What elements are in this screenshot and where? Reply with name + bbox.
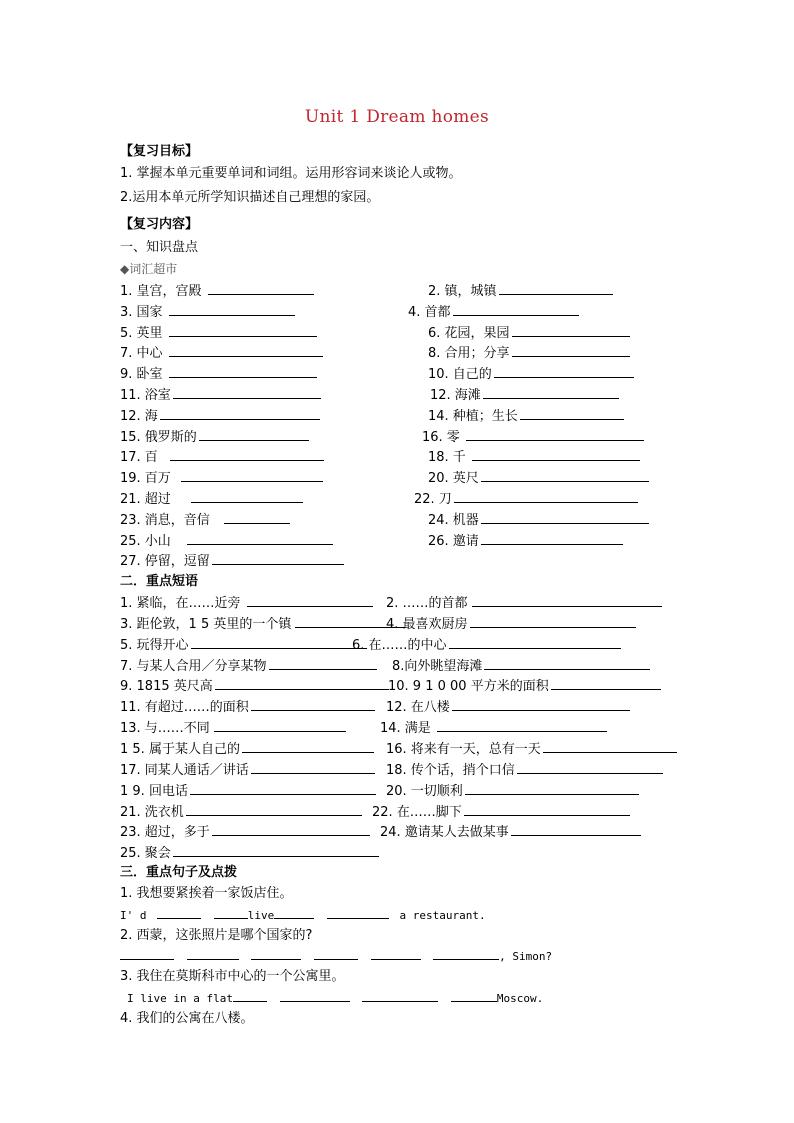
- answer-blank[interactable]: [191, 488, 303, 503]
- answer-blank[interactable]: [327, 904, 389, 919]
- answer-blank[interactable]: [251, 759, 375, 774]
- item-label: 12. 海: [120, 408, 158, 424]
- answer-blank[interactable]: [484, 655, 650, 670]
- answer-blank[interactable]: [465, 780, 639, 795]
- item-label: 15. 俄罗斯的: [120, 429, 197, 445]
- answer-blank[interactable]: [464, 801, 630, 816]
- item-label: 21. 洗衣机: [120, 804, 184, 820]
- item-label: 11. 浴室: [120, 388, 171, 403]
- item-label: 8.向外眺望海滩: [392, 658, 483, 674]
- vocab-item: [428, 363, 634, 385]
- vocab-item: [430, 384, 619, 406]
- goals-heading: 【复习目标】: [120, 144, 199, 159]
- item-label: 25. 聚会: [120, 846, 171, 862]
- answer-blank[interactable]: [481, 467, 649, 482]
- answer-blank[interactable]: [186, 801, 362, 816]
- item-label: 16. 将来有一天，总有一天: [386, 741, 541, 757]
- goal-item: 2.运用本单元所学知识描述自己理想的家园。: [120, 190, 380, 205]
- vocab-item: [408, 301, 579, 323]
- answer-blank[interactable]: [215, 675, 389, 690]
- sentence-text: live: [247, 909, 275, 922]
- answer-blank[interactable]: [173, 384, 321, 399]
- vocab-item: [120, 530, 333, 552]
- phrase-item: [120, 655, 377, 677]
- phrase-item: [386, 780, 639, 802]
- answer-blank[interactable]: [224, 509, 290, 524]
- item-label: 6. 在……的中心: [352, 637, 447, 653]
- item-label: 1 5. 属于某人自己的: [120, 741, 240, 757]
- item-label: 20. 一切顺利: [386, 783, 463, 799]
- answer-blank[interactable]: [247, 592, 373, 607]
- item-label: 5. 玩得开心: [120, 637, 189, 653]
- phrase-item: [120, 842, 379, 864]
- vocab-item: [428, 509, 649, 531]
- item-label: 17. 同某人通话／讲话: [120, 762, 249, 778]
- phrase-item: [392, 655, 650, 677]
- answer-blank[interactable]: [190, 780, 376, 795]
- answer-blank[interactable]: [466, 426, 644, 441]
- vocab-item: [120, 550, 344, 572]
- sentence-cn: 4. 我们的公寓在八楼。: [120, 1011, 254, 1026]
- answer-blank[interactable]: [169, 342, 323, 357]
- item-label: 10. 自己的: [428, 367, 492, 383]
- item-label: 27. 停留，逗留: [120, 554, 210, 570]
- item-label: 8. 合用；分享: [428, 346, 510, 362]
- vocab-item: [428, 342, 630, 364]
- phrase-item: [120, 801, 362, 823]
- answer-blank[interactable]: [173, 842, 379, 857]
- answer-blank[interactable]: [481, 509, 649, 524]
- answer-blank[interactable]: [169, 363, 317, 378]
- answer-blank[interactable]: [251, 945, 301, 960]
- phrase-item: [386, 613, 636, 635]
- answer-blank[interactable]: [170, 446, 324, 461]
- phrase-item: [352, 634, 621, 656]
- phrase-item: [120, 675, 389, 697]
- answer-blank[interactable]: [511, 821, 641, 836]
- vocab-item: [120, 301, 295, 323]
- vocab-item: [120, 488, 303, 510]
- vocab-item: [120, 467, 323, 489]
- item-label: 24. 机器: [428, 512, 479, 528]
- sentence-en: [120, 945, 552, 966]
- goal-item: 1. 掌握本单元重要单词和词组。运用形容词来谈论人或物。: [120, 166, 462, 181]
- answer-blank[interactable]: [452, 696, 630, 711]
- answer-blank[interactable]: [454, 488, 638, 503]
- vocab-item: [428, 405, 624, 427]
- answer-blank[interactable]: [433, 945, 499, 960]
- vocab-item: [120, 405, 320, 427]
- answer-blank[interactable]: [543, 738, 677, 753]
- vocab-item: [120, 363, 317, 385]
- item-label: 14. 满是: [380, 721, 431, 737]
- item-label: 18. 千: [428, 450, 466, 466]
- phrase-item: [120, 738, 374, 760]
- item-label: 3. 国家: [120, 304, 163, 320]
- phrase-item: [386, 592, 662, 614]
- sentence-text: , Simon?: [499, 950, 553, 963]
- answer-blank[interactable]: [242, 738, 374, 753]
- phrase-item: [388, 675, 661, 697]
- answer-blank[interactable]: [233, 987, 267, 1002]
- sentence-text: Moscow.: [496, 992, 544, 1005]
- answer-blank[interactable]: [362, 987, 438, 1002]
- answer-blank[interactable]: [181, 467, 323, 482]
- item-label: 2. 镇，城镇: [428, 284, 497, 299]
- item-label: 1. 紧临，在……近旁: [120, 596, 241, 611]
- phrase-item: [120, 592, 373, 614]
- sentence-text: I live in a flat: [127, 992, 233, 1005]
- item-label: 9. 卧室: [120, 367, 163, 383]
- phrase-item: [386, 696, 630, 718]
- vocab-item: [428, 467, 649, 489]
- answer-blank[interactable]: [269, 655, 377, 670]
- page-title: Unit 1 Dream homes: [304, 107, 490, 127]
- vocab-item: [120, 446, 324, 468]
- item-label: 22. 在……脚下: [372, 804, 462, 820]
- answer-blank[interactable]: [199, 426, 309, 441]
- vocab-item: [120, 426, 309, 448]
- answer-blank[interactable]: [481, 530, 623, 545]
- item-label: 9. 1815 英尺高: [120, 679, 213, 695]
- answer-blank[interactable]: [187, 945, 239, 960]
- vocab-item: [120, 322, 317, 344]
- sentence-cn: 3. 我住在莫斯科市中心的一个公寓里。: [120, 969, 345, 984]
- item-label: 20. 英尺: [428, 471, 479, 487]
- item-label: 11. 有超过……的面积: [120, 700, 249, 716]
- item-label: 16. 零: [422, 429, 460, 445]
- answer-blank[interactable]: [449, 634, 621, 649]
- item-label: 18. 传个话，捎个口信: [386, 762, 515, 778]
- sentence-cn: 1. 我想要紧挨着一家饭店住。: [120, 886, 293, 901]
- answer-blank[interactable]: [191, 634, 367, 649]
- item-label: 2. ……的首都: [386, 596, 468, 611]
- phrase-item: [120, 780, 376, 802]
- answer-blank[interactable]: [214, 717, 346, 732]
- vocab-item: [414, 488, 638, 510]
- item-label: 23. 超过，多于: [120, 825, 210, 841]
- answer-blank[interactable]: [251, 696, 375, 711]
- answer-blank[interactable]: [212, 550, 344, 565]
- item-label: 6. 花园，果园: [428, 325, 510, 341]
- item-label: 3. 距伦敦，1 5 英里的一个镇: [120, 616, 292, 632]
- answer-blank[interactable]: [499, 280, 613, 295]
- answer-blank[interactable]: [472, 592, 662, 607]
- phrase-item: [372, 801, 630, 823]
- item-label: 23. 消息，音信: [120, 512, 210, 528]
- item-label: 19. 百万: [120, 471, 171, 487]
- vocab-item: [428, 322, 630, 344]
- sentence-en: [127, 987, 543, 1008]
- answer-blank[interactable]: [160, 405, 320, 420]
- answer-blank[interactable]: [214, 904, 248, 919]
- phrase-item: [120, 634, 367, 656]
- item-label: 13. 与……不同: [120, 721, 210, 737]
- item-label: 24. 邀请某人去做某事: [380, 825, 509, 841]
- phrase-item: [120, 759, 375, 781]
- item-label: 12. 海滩: [430, 388, 481, 403]
- answer-blank[interactable]: [212, 821, 370, 836]
- phrase-item: [120, 613, 405, 635]
- vocab-item: [428, 530, 623, 552]
- answer-blank[interactable]: [453, 301, 579, 316]
- vocab-item: [120, 342, 323, 364]
- phrase-item: [120, 717, 346, 739]
- phrase-item: [386, 738, 677, 760]
- answer-blank[interactable]: [520, 405, 624, 420]
- answer-blank[interactable]: [472, 446, 640, 461]
- item-label: 12. 在八楼: [386, 700, 450, 716]
- answer-blank[interactable]: [314, 945, 358, 960]
- item-label: 4. 最喜欢厨房: [386, 616, 468, 632]
- item-label: 14. 种植；生长: [428, 408, 518, 424]
- answer-blank[interactable]: [280, 987, 350, 1002]
- item-label: 17. 百: [120, 450, 158, 466]
- answer-blank[interactable]: [187, 530, 333, 545]
- phrase-item: [380, 821, 641, 843]
- answer-blank[interactable]: [169, 322, 317, 337]
- answer-blank[interactable]: [437, 717, 607, 732]
- vocab-item: [120, 280, 314, 302]
- vocab-item: [120, 384, 321, 406]
- item-label: 7. 中心: [120, 346, 163, 362]
- item-label: 22. 刀: [414, 492, 452, 507]
- section-heading: 三．重点句子及点拨: [120, 865, 238, 880]
- vocab-item: [120, 509, 290, 531]
- item-label: 1. 皇宫，宫殿: [120, 284, 202, 299]
- sentence-text: a restaurant.: [399, 909, 486, 922]
- item-label: 26. 邀请: [428, 533, 479, 549]
- sentence-text: I' d: [120, 909, 147, 922]
- item-label: 4. 首都: [408, 304, 451, 320]
- answer-blank[interactable]: [451, 987, 497, 1002]
- vocab-item: [428, 446, 640, 468]
- vocab-heading: ◆词汇超市: [120, 262, 178, 276]
- section-heading: 二．重点短语: [120, 574, 199, 589]
- sentence-cn: 2. 西蒙，这张照片是哪个国家的?: [120, 928, 313, 943]
- phrase-item: [386, 759, 663, 781]
- answer-blank[interactable]: [517, 759, 663, 774]
- phrase-item: [380, 717, 607, 739]
- answer-blank[interactable]: [470, 613, 636, 628]
- answer-blank[interactable]: [371, 945, 421, 960]
- answer-blank[interactable]: [512, 342, 630, 357]
- answer-blank[interactable]: [208, 280, 314, 295]
- sentence-en: [120, 904, 486, 925]
- item-label: 5. 英里: [120, 325, 163, 341]
- section-heading: 一、知识盘点: [120, 240, 199, 255]
- content-heading: 【复习内容】: [120, 217, 199, 232]
- answer-blank[interactable]: [120, 945, 174, 960]
- answer-blank[interactable]: [274, 904, 314, 919]
- item-label: 21. 超过: [120, 492, 171, 507]
- phrase-item: [120, 821, 370, 843]
- phrase-item: [120, 696, 375, 718]
- item-label: 10. 9 1 0 00 平方米的面积: [388, 679, 549, 695]
- answer-blank[interactable]: [551, 675, 661, 690]
- answer-blank[interactable]: [169, 301, 295, 316]
- item-label: 25. 小山: [120, 533, 171, 549]
- item-label: 1 9. 回电话: [120, 783, 188, 799]
- answer-blank[interactable]: [157, 904, 201, 919]
- item-label: 7. 与某人合用／分享某物: [120, 658, 267, 674]
- vocab-item: [422, 426, 644, 448]
- answer-blank[interactable]: [483, 384, 619, 399]
- vocab-item: [428, 280, 613, 302]
- answer-blank[interactable]: [512, 322, 630, 337]
- answer-blank[interactable]: [494, 363, 634, 378]
